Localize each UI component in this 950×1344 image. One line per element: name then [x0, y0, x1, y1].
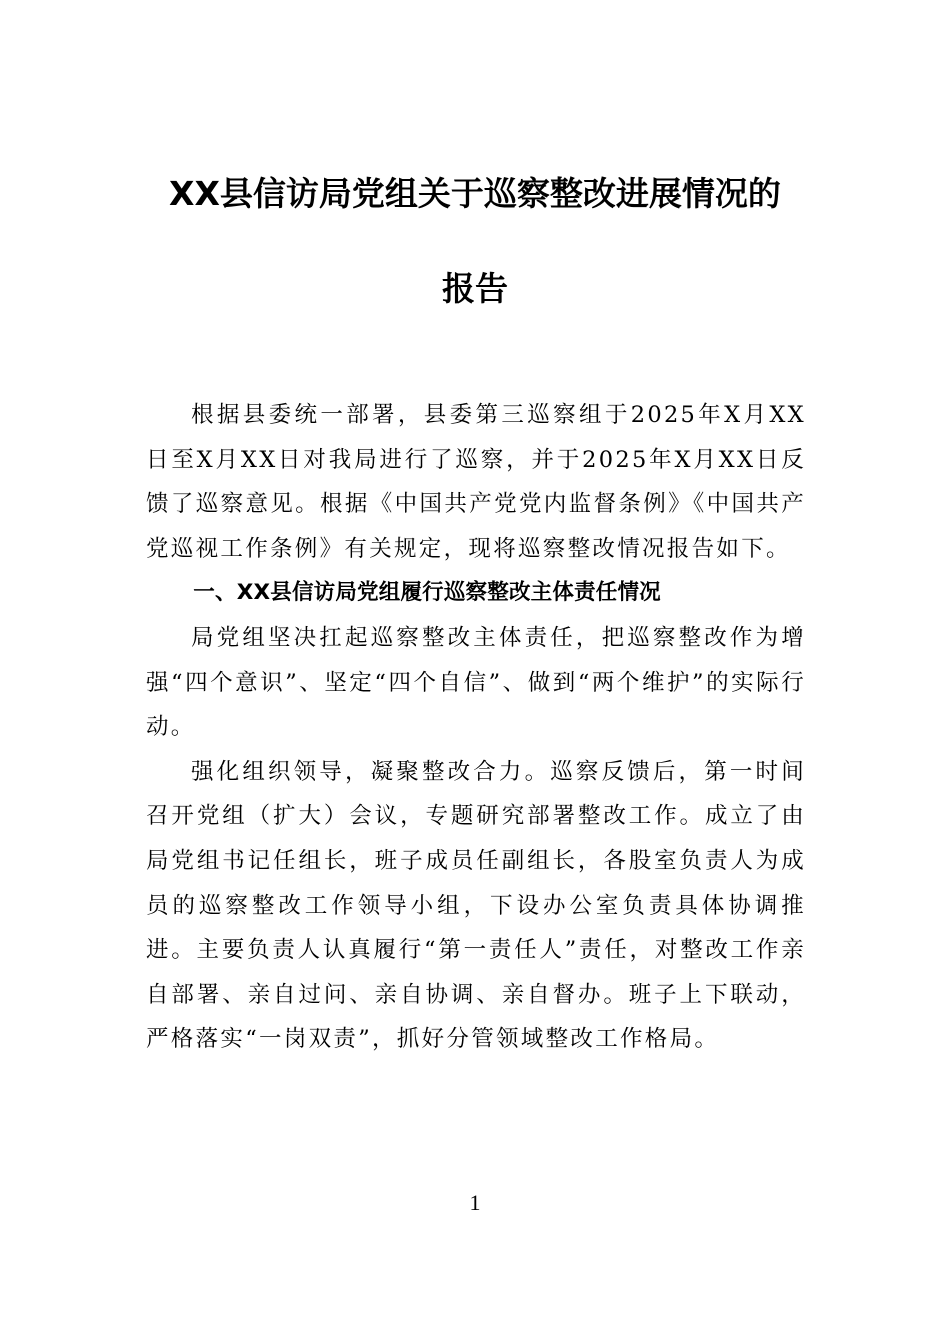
section-heading-1: 一、XX县信访局党组履行巡察整改主体责任情况	[193, 580, 661, 606]
body-paragraph-1: 局党组坚决扛起巡察整改主体责任，把巡察整改作为增强“四个意识”、坚定“四个自信”、做到“两个维护”的实际行动。	[146, 624, 806, 741]
intro-paragraph: 根据县委统一部署，县委第三巡察组于2025年X月XX日至X月XX日对我局进行了巡察，并于2025年X月XX日反馈了巡察意见。根据《中国共产党党内监督条例》《中国共产党巡视工作条例》有关规定，现将巡察整改情况报告如下。	[146, 402, 806, 562]
document-title-line-2: 报告	[442, 269, 508, 308]
document-title-line-1: XX县信访局党组关于巡察整改进展情况的	[169, 174, 781, 213]
page-number: 1	[469, 1190, 481, 1215]
body-paragraph-2: 强化组织领导，凝聚整改合力。巡察反馈后，第一时间召开党组（扩大）会议，专题研究部署整改工作。成立了由局党组书记任组长，班子成员任副组长，各股室负责人为成员的巡察整改工作领导小组，下设办公室负责具体协调推进。主要负责人认真履行“第一责任人”责任，对整改工作亲自部署、亲自过问、亲自协调、亲自督办。班子上下联动，严格落实“一岗双责”，抓好分管领域整改工作格局。	[146, 758, 806, 1053]
document-body	[146, 393, 806, 1062]
